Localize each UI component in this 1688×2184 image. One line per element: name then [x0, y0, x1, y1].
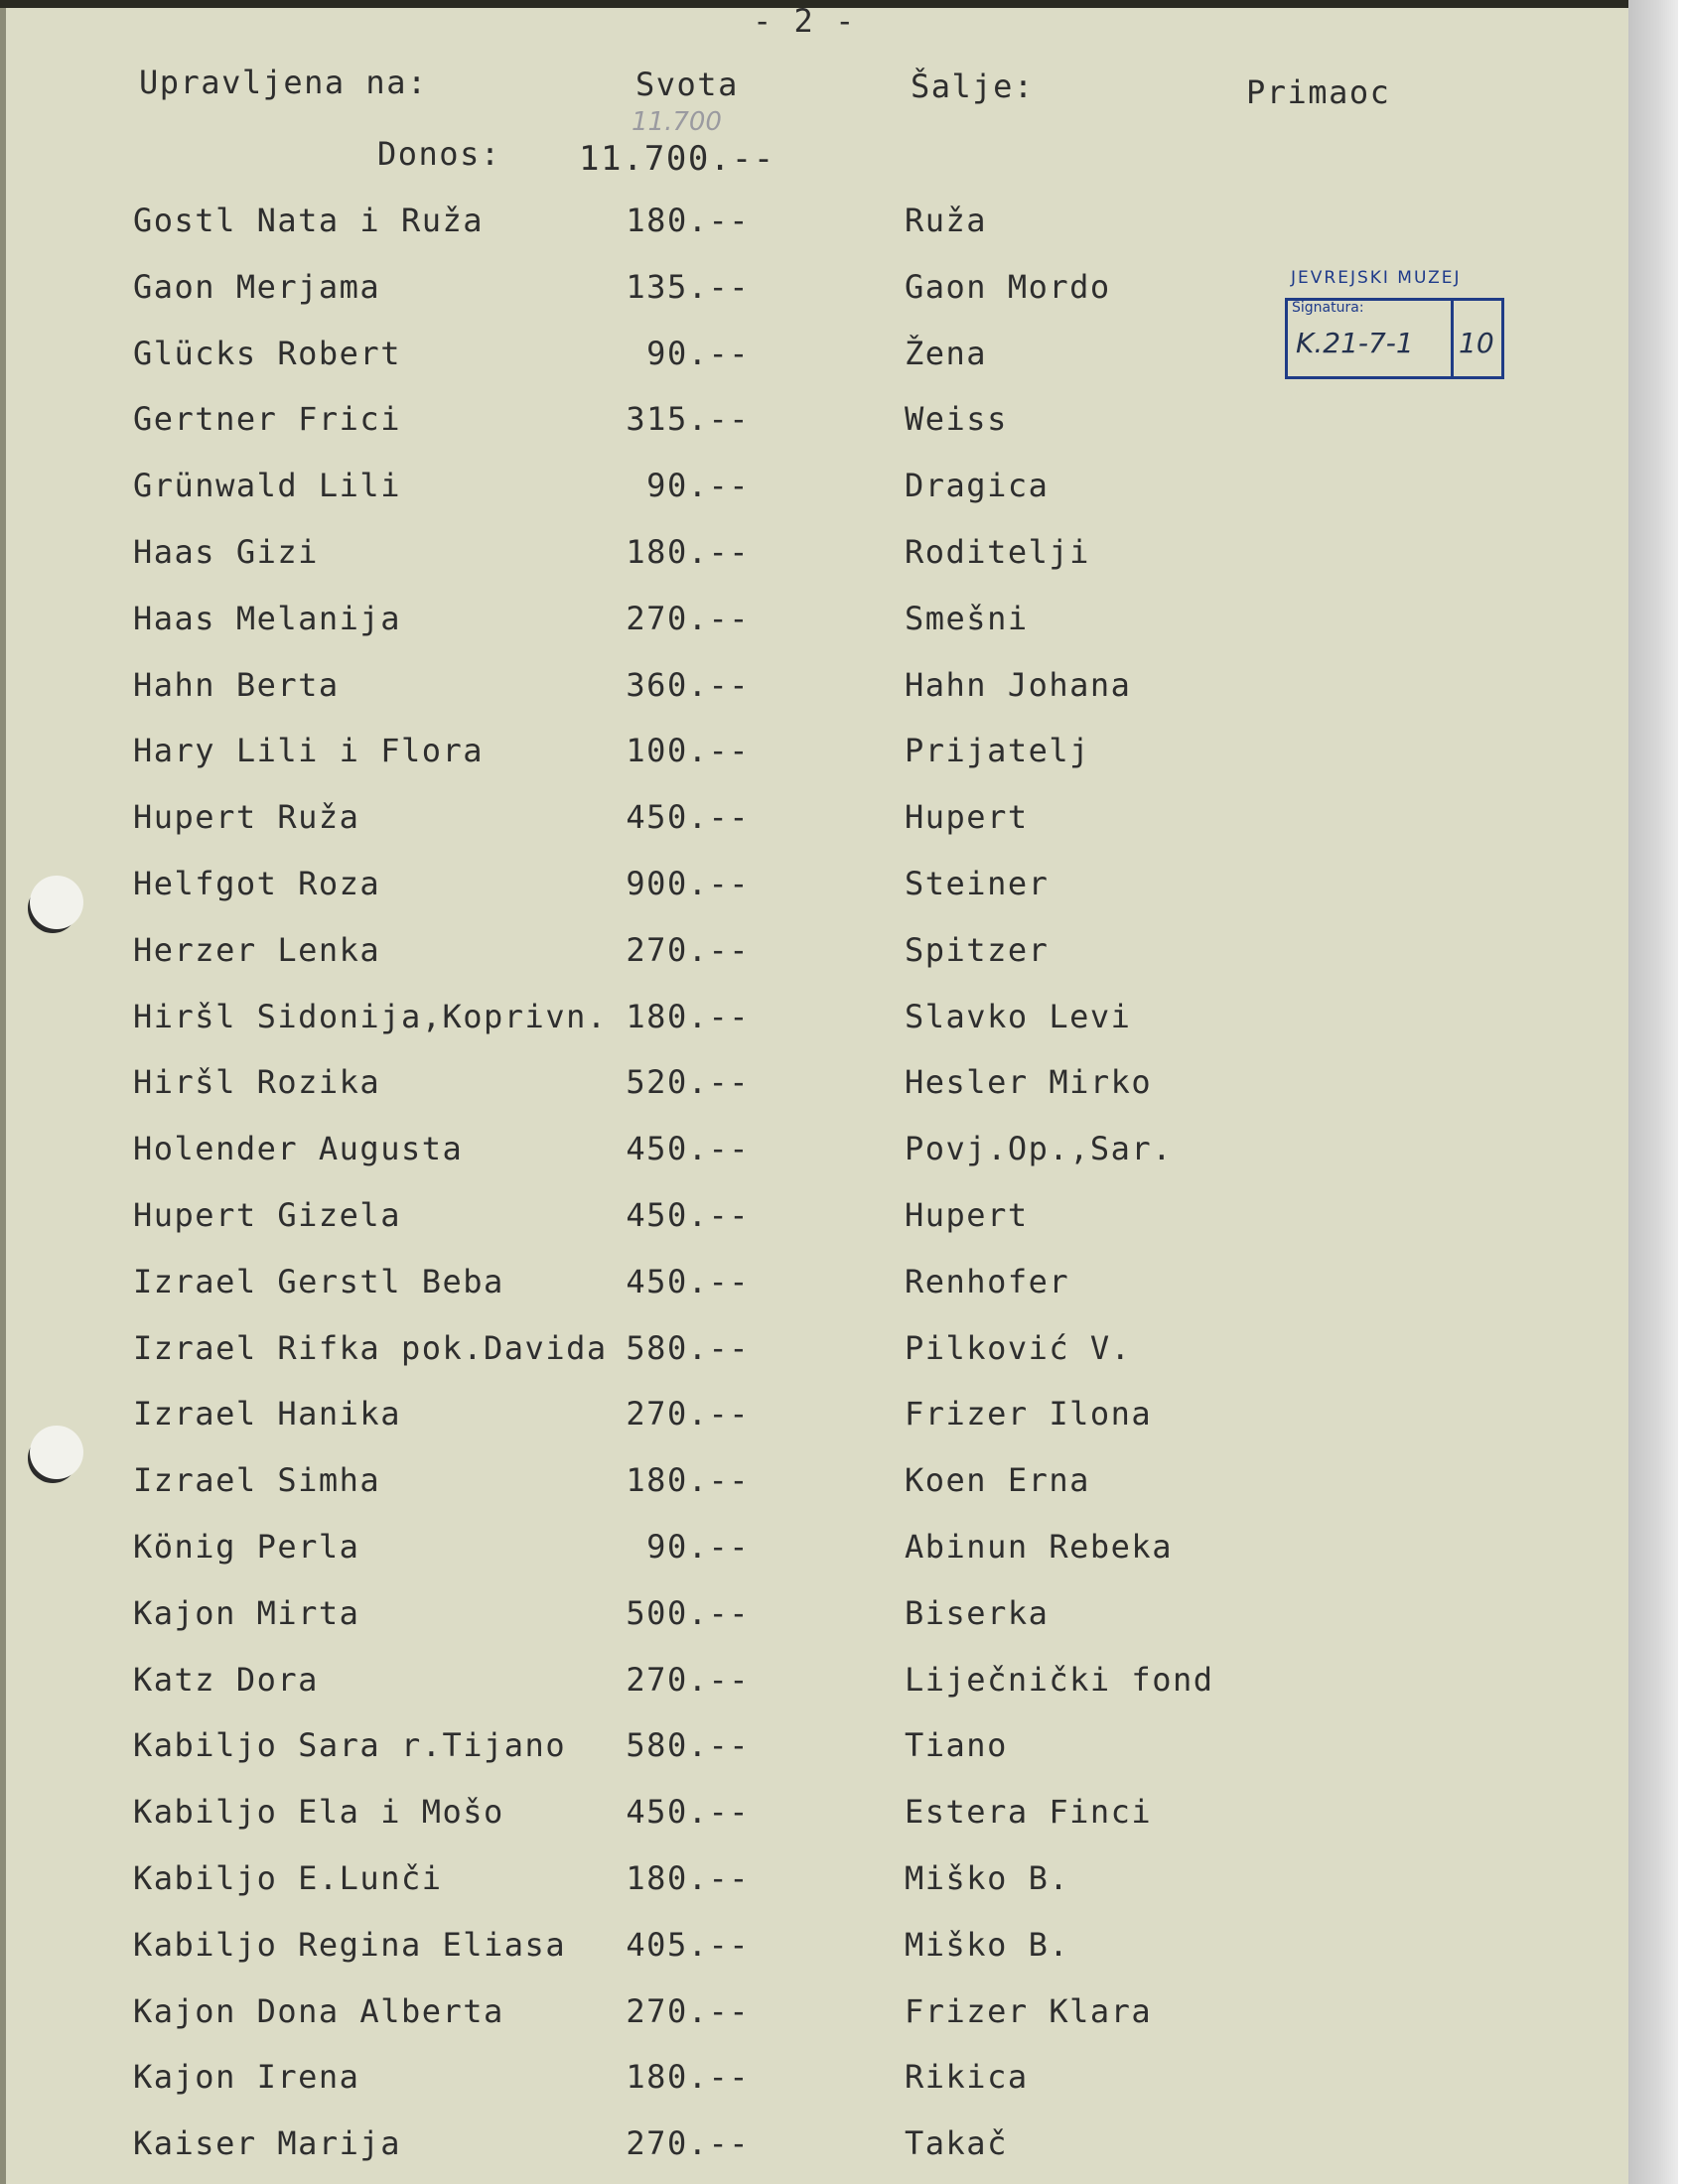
sender-name: Steiner	[905, 865, 1050, 902]
sender-name: Hupert	[905, 798, 1029, 836]
amount-value: 500.--	[626, 1594, 750, 1632]
amount-value: 270.--	[626, 600, 750, 637]
amount-value: 90.--	[646, 467, 750, 504]
list-item	[0, 268, 1628, 308]
list-item	[0, 1263, 1628, 1302]
list-item	[0, 998, 1628, 1037]
amount-value: 100.--	[626, 732, 750, 769]
recipient-name: Kabiljo Ela i Mošo	[133, 1793, 504, 1831]
amount-value: 580.--	[626, 1329, 750, 1367]
list-item	[0, 1793, 1628, 1833]
stamp-signature-value: K.21-7-1	[1296, 327, 1414, 359]
amount-value: 270.--	[626, 1661, 750, 1699]
list-item	[0, 1063, 1628, 1103]
recipient-name: Helfgot Roza	[133, 865, 381, 902]
list-item	[0, 1992, 1628, 2032]
list-item	[0, 1461, 1628, 1501]
recipient-name: Izrael Gerstl Beba	[133, 1263, 504, 1300]
list-item	[0, 666, 1628, 706]
amount-value: 270.--	[626, 1992, 750, 2030]
amount-value: 450.--	[626, 1130, 750, 1167]
sender-name: Dragica	[905, 467, 1050, 504]
list-item	[0, 865, 1628, 904]
list-item	[0, 732, 1628, 771]
sender-name: Koen Erna	[905, 1461, 1090, 1499]
list-item	[0, 335, 1628, 374]
sender-name: Frizer Ilona	[905, 1395, 1153, 1433]
amount-value: 180.--	[626, 1859, 750, 1897]
carry-forward-label: Donos:	[377, 135, 501, 173]
sender-name: Miško B.	[905, 1859, 1070, 1897]
list-item	[0, 1130, 1628, 1169]
sender-name: Ruža	[905, 202, 988, 239]
recipient-name: Kaiser Marija	[133, 2124, 401, 2162]
sender-name: Roditelji	[905, 533, 1090, 571]
amount-value: 450.--	[626, 1263, 750, 1300]
amount-value: 270.--	[626, 2124, 750, 2162]
recipient-name: Glücks Robert	[133, 335, 401, 372]
list-item	[0, 931, 1628, 971]
sender-name: Spitzer	[905, 931, 1050, 969]
list-item	[0, 467, 1628, 506]
sender-name: Hahn Johana	[905, 666, 1132, 704]
sender-name: Prijatelj	[905, 732, 1090, 769]
list-item	[0, 1528, 1628, 1568]
page-number: - 2 -	[753, 2, 856, 40]
list-item	[0, 533, 1628, 573]
recipient-name: Haas Gizi	[133, 533, 319, 571]
recipient-name: König Perla	[133, 1528, 360, 1566]
list-item	[0, 1196, 1628, 1236]
sender-name: Tiano	[905, 1726, 1008, 1764]
recipient-name: Kabiljo Sara r.Tijano	[133, 1726, 567, 1764]
amount-value: 450.--	[626, 1196, 750, 1234]
sender-name: Estera Finci	[905, 1793, 1153, 1831]
amount-value: 180.--	[626, 202, 750, 239]
list-item	[0, 798, 1628, 838]
sender-name: Slavko Levi	[905, 998, 1132, 1035]
amount-value: 270.--	[626, 931, 750, 969]
sender-name: Žena	[905, 335, 988, 372]
list-item	[0, 400, 1628, 440]
list-item	[0, 1726, 1628, 1766]
stamp-signature-label: Signatura:	[1292, 300, 1364, 316]
amount-value: 520.--	[626, 1063, 750, 1101]
sender-name: Miško B.	[905, 1926, 1070, 1964]
stamp-title: JEVREJSKI MUZEJ	[1291, 268, 1462, 288]
recipient-name: Gostl Nata i Ruža	[133, 202, 485, 239]
amount-value: 270.--	[626, 1395, 750, 1433]
sender-name: Takač	[905, 2124, 1008, 2162]
recipient-name: Hiršl Sidonija,Koprivn.	[133, 998, 608, 1035]
list-item	[0, 1395, 1628, 1434]
amount-value: 450.--	[626, 798, 750, 836]
punch-hole	[30, 876, 83, 929]
sender-name: Liječnički fond	[905, 1661, 1214, 1699]
amount-value: 405.--	[626, 1926, 750, 1964]
sender-name: Gaon Mordo	[905, 268, 1111, 306]
amount-value: 180.--	[626, 533, 750, 571]
recipient-name: Herzer Lenka	[133, 931, 381, 969]
sender-name: Povj.Op.,Sar.	[905, 1130, 1173, 1167]
amount-value: 180.--	[626, 998, 750, 1035]
recipient-name: Holender Augusta	[133, 1130, 464, 1167]
list-item	[0, 1926, 1628, 1966]
column-header-recipient: Upravljena na:	[139, 64, 428, 101]
sender-name: Rikica	[905, 2058, 1029, 2096]
list-item	[0, 202, 1628, 241]
sender-name: Biserka	[905, 1594, 1050, 1632]
amount-value: 450.--	[626, 1793, 750, 1831]
list-item	[0, 1329, 1628, 1369]
sender-name: Hesler Mirko	[905, 1063, 1153, 1101]
recipient-name: Hahn Berta	[133, 666, 340, 704]
carry-forward-pencil-note: 11.700	[632, 107, 722, 137]
recipient-name: Kabiljo Regina Eliasa	[133, 1926, 567, 1964]
sender-name: Frizer Klara	[905, 1992, 1153, 2030]
amount-value: 180.--	[626, 2058, 750, 2096]
sender-name: Hupert	[905, 1196, 1029, 1234]
list-item	[0, 600, 1628, 639]
stamp-page-number: 10	[1459, 327, 1494, 359]
list-item	[0, 1594, 1628, 1634]
column-header-sender: Šalje:	[911, 68, 1035, 105]
recipient-name: Hupert Ruža	[133, 798, 360, 836]
recipient-name: Gaon Merjama	[133, 268, 381, 306]
sender-name: Smešni	[905, 600, 1029, 637]
sender-name: Abinun Rebeka	[905, 1528, 1173, 1566]
column-header-amount: Svota	[635, 66, 739, 103]
list-item	[0, 1661, 1628, 1701]
recipient-name: Hary Lili i Flora	[133, 732, 485, 769]
amount-value: 90.--	[646, 335, 750, 372]
recipient-name: Katz Dora	[133, 1661, 319, 1699]
recipient-name: Haas Melanija	[133, 600, 401, 637]
column-header-receiver: Primaoc	[1246, 73, 1391, 111]
amount-value: 180.--	[626, 1461, 750, 1499]
list-item	[0, 2058, 1628, 2098]
list-item	[0, 2124, 1628, 2164]
amount-value: 90.--	[646, 1528, 750, 1566]
amount-value: 580.--	[626, 1726, 750, 1764]
amount-value: 360.--	[626, 666, 750, 704]
amount-value: 135.--	[626, 268, 750, 306]
recipient-name: Gertner Frici	[133, 400, 401, 438]
recipient-name: Kajon Dona Alberta	[133, 1992, 504, 2030]
amount-value: 315.--	[626, 400, 750, 438]
sender-name: Renhofer	[905, 1263, 1070, 1300]
recipient-name: Grünwald Lili	[133, 467, 401, 504]
punch-hole	[30, 1426, 83, 1479]
recipient-name: Hupert Gizela	[133, 1196, 401, 1234]
amount-value: 900.--	[626, 865, 750, 902]
page-edge	[1628, 0, 1678, 2184]
recipient-name: Hiršl Rozika	[133, 1063, 381, 1101]
carry-forward-value: 11.700.--	[579, 139, 775, 179]
recipient-name: Izrael Rifka pok.Davida	[133, 1329, 608, 1367]
list-item	[0, 1859, 1628, 1899]
sender-name: Weiss	[905, 400, 1008, 438]
recipient-name: Kajon Irena	[133, 2058, 360, 2096]
sender-name: Pilković V.	[905, 1329, 1132, 1367]
recipient-name: Izrael Simha	[133, 1461, 381, 1499]
recipient-name: Izrael Hanika	[133, 1395, 401, 1433]
recipient-name: Kabiljo E.Lunči	[133, 1859, 443, 1897]
recipient-name: Kajon Mirta	[133, 1594, 360, 1632]
